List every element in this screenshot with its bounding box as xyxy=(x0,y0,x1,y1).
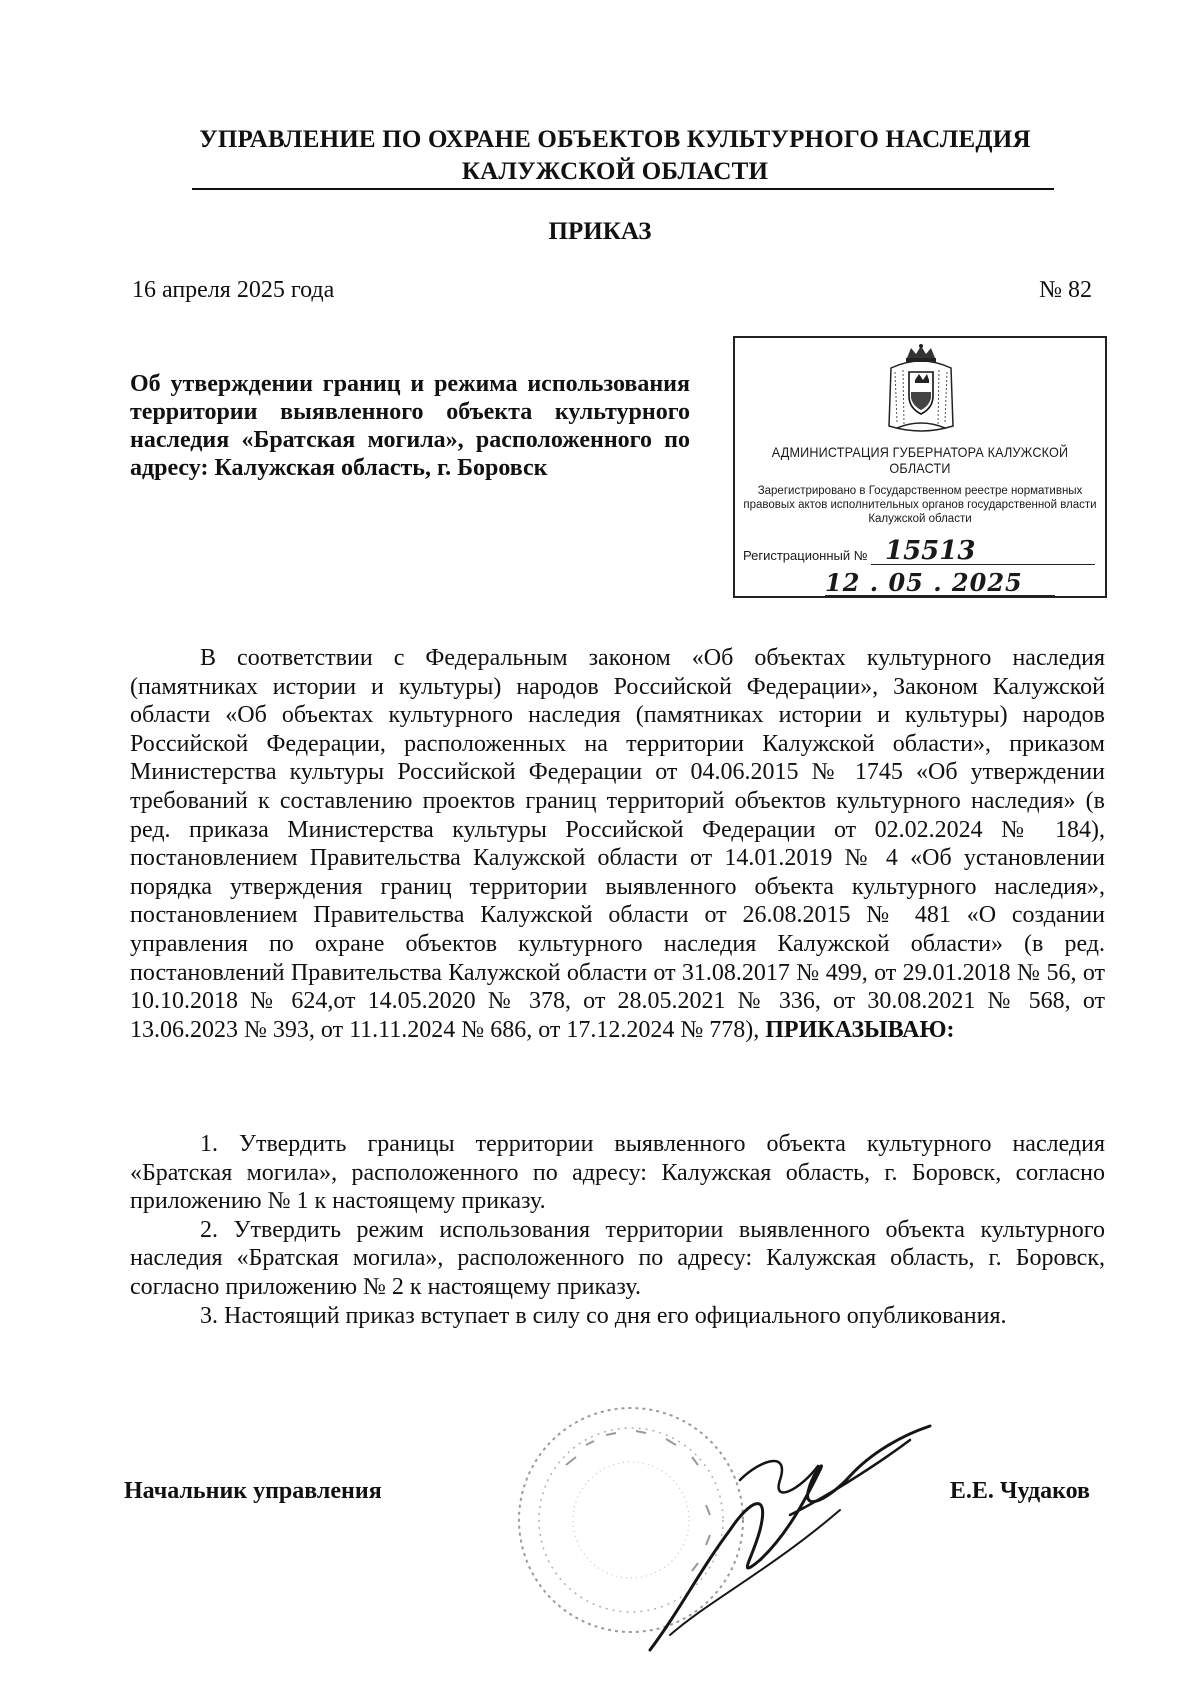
stamp-authority: АДМИНИСТРАЦИЯ ГУБЕРНАТОРА КАЛУЖСКОЙ ОБЛАСТИ xyxy=(771,444,1069,476)
issuer-line-1: УПРАВЛЕНИЕ ПО ОХРАНЕ ОБЪЕКТОВ КУЛЬТУРНОГО НАСЛЕДИЯ xyxy=(199,126,1031,153)
signature-icon xyxy=(640,1420,940,1660)
order-date: 16 апреля 2025 года xyxy=(132,277,335,303)
order-item-1: 1. Утвердить границы территории выявленного объекта культурного наследия «Братская могила», расположенного по адресу: Калужская область, г. Боровск, согласно приложению № 1 к настоящему приказу. xyxy=(130,1131,1105,1215)
order-number: № 82 xyxy=(1039,277,1092,303)
command-word: ПРИКАЗЫВАЮ: xyxy=(765,1016,955,1043)
document-type: ПРИКАЗ xyxy=(548,218,652,245)
stamp-registration-number: 15513 xyxy=(885,536,976,566)
stamp-registration-date: 12 . 05 . 2025 xyxy=(825,568,1023,597)
coat-of-arms-icon xyxy=(883,344,959,434)
registration-stamp xyxy=(733,336,1107,598)
order-item-2: 2. Утвердить режим использования территории выявленного объекта культурного наследия «Братская могила», расположенного по адресу: Калужская область, г. Боровск, согласно приложению № 2 к настоящему приказу. xyxy=(130,1216,1105,1300)
stamp-registration-label: Регистрационный № xyxy=(743,548,868,563)
signer-name: Е.Е. Чудаков xyxy=(949,1478,1090,1504)
issuer-header xyxy=(175,124,1055,188)
issuer-line-2: КАЛУЖСКОЙ ОБЛАСТИ xyxy=(461,158,769,185)
order-subject: Об утверждении границ и режима использования территории выявленного объекта культурного наследия «Братская могила», расположенного по адресу: Калужская область, г. Боровск xyxy=(130,371,690,481)
header-divider xyxy=(192,188,1054,190)
order-items xyxy=(130,1130,1105,1330)
preamble-paragraph xyxy=(130,644,1105,1044)
order-item-3: 3. Настоящий приказ вступает в силу со дня его официального опубликования. xyxy=(200,1302,1007,1329)
stamp-registration-note: Зарегистрировано в Государственном реестре нормативных правовых актов исполнительных органов государственной власти Калужской области xyxy=(743,485,1097,525)
signer-position: Начальник управления xyxy=(124,1478,382,1504)
preamble-text: В соответствии с Федеральным законом «Об объектах культурного наследия (памятниках истории и культуры) народов Российской Федерации», Законом Калужской области «Об объектах культурного наследия (памятниках истории и культуры) народов Российской Федерации, расположенных на территории Калужской области», приказом Министерства культуры Российской Федерации от 04.06.2015 № 1745 «Об утверждении требований к составлению проектов границ территорий объектов культурного наследия» (в ред. приказа Министерства культуры Российской Федерации от 02.02.2024 № 184), постановлением Правительства Калужской области от 14.01.2019 № 4 «Об установлении порядка утверждения границ территории выявленного объекта культурного наследия», постановлением Правительства Калужской области от 26.08.2015 № 481 «О создании управления по охране объектов культурного наследия Калужской области» (в ред. постановлений Правительства Калужской области от 31.08.2017 № 499, от 29.01.2018 № 56, от 10.10.2018 № 624,от 14.05.2020 № 378, от 28.05.2021 № 336, от 30.08.2021 № 568, от 13.06.2023 № 393, от 11.11.2024 № 686, от 17.12.2024 № 778), xyxy=(130,645,1105,1043)
